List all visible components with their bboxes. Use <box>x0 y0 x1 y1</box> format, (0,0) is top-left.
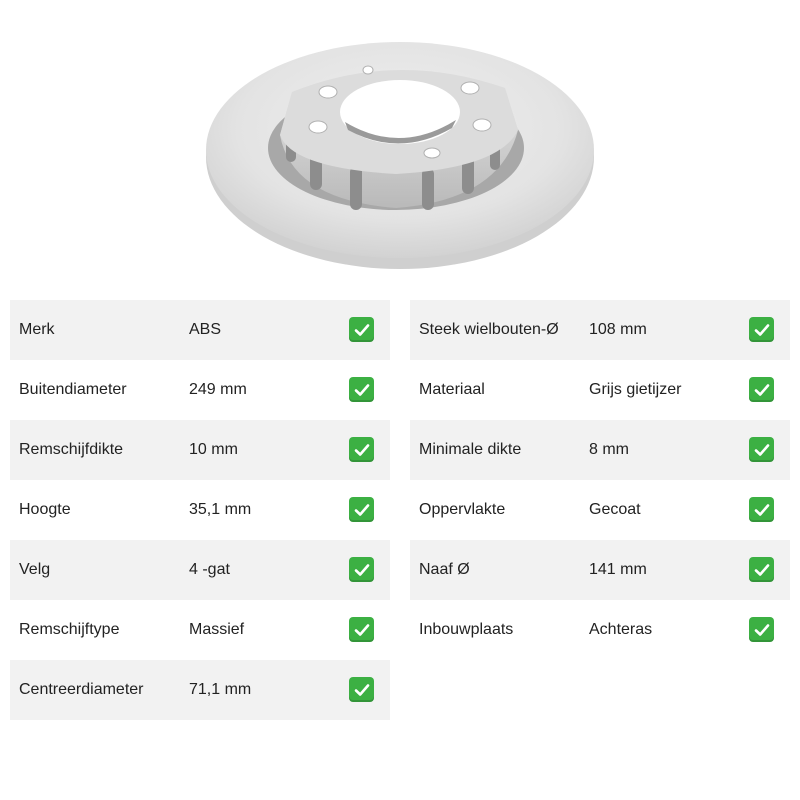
brake-disc-image <box>200 30 600 280</box>
spec-value: 8 mm <box>589 441 629 458</box>
spec-row <box>410 300 790 360</box>
checkmark-icon <box>349 497 374 522</box>
spec-value: ABS <box>189 321 222 338</box>
spec-row <box>10 660 390 720</box>
spec-value: Achteras <box>589 621 653 638</box>
checkmark-icon <box>349 437 374 462</box>
checkmark-icon <box>749 377 774 402</box>
checkmark-icon <box>349 317 374 342</box>
spec-value: 71,1 mm <box>189 681 252 698</box>
spec-row <box>10 360 390 420</box>
spec-label: Steek wielbouten-Ø <box>419 321 559 338</box>
spec-label: Buitendiameter <box>19 381 127 398</box>
spec-row <box>410 480 790 540</box>
spec-row <box>10 420 390 480</box>
spec-label: Centreerdiameter <box>19 681 144 698</box>
spec-table-right <box>410 300 790 660</box>
spec-table-left <box>10 300 390 720</box>
spec-value: 10 mm <box>189 441 238 458</box>
checkmark-icon <box>749 617 774 642</box>
spec-row <box>410 420 790 480</box>
checkmark-icon <box>749 497 774 522</box>
spec-label: Velg <box>19 561 51 578</box>
spec-label: Merk <box>19 321 55 338</box>
spec-label: Remschijfdikte <box>19 441 124 458</box>
spec-value: Massief <box>189 621 245 638</box>
spec-row <box>10 600 390 660</box>
checkmark-icon <box>749 437 774 462</box>
spec-value: 108 mm <box>589 321 647 338</box>
spec-row <box>10 300 390 360</box>
checkmark-icon <box>749 557 774 582</box>
spec-label: Minimale dikte <box>419 441 522 458</box>
checkmark-icon <box>749 317 774 342</box>
spec-label: Remschijftype <box>19 621 120 638</box>
checkmark-icon <box>349 377 374 402</box>
spec-label: Oppervlakte <box>419 501 506 518</box>
spec-row <box>10 540 390 600</box>
spec-label: Inbouwplaats <box>419 621 514 638</box>
spec-row <box>410 600 790 660</box>
spec-value: Gecoat <box>589 501 641 518</box>
spec-label: Materiaal <box>419 381 485 398</box>
spec-label: Hoogte <box>19 501 71 518</box>
spec-value: Grijs gietijzer <box>589 381 682 398</box>
spec-value: 249 mm <box>189 381 247 398</box>
checkmark-icon <box>349 617 374 642</box>
spec-value: 4 -gat <box>189 561 230 578</box>
spec-row <box>10 480 390 540</box>
spec-label: Naaf Ø <box>419 561 470 578</box>
spec-value: 35,1 mm <box>189 501 252 518</box>
checkmark-icon <box>349 677 374 702</box>
spec-value: 141 mm <box>589 561 647 578</box>
spec-row <box>410 540 790 600</box>
spec-row <box>410 360 790 420</box>
checkmark-icon <box>349 557 374 582</box>
